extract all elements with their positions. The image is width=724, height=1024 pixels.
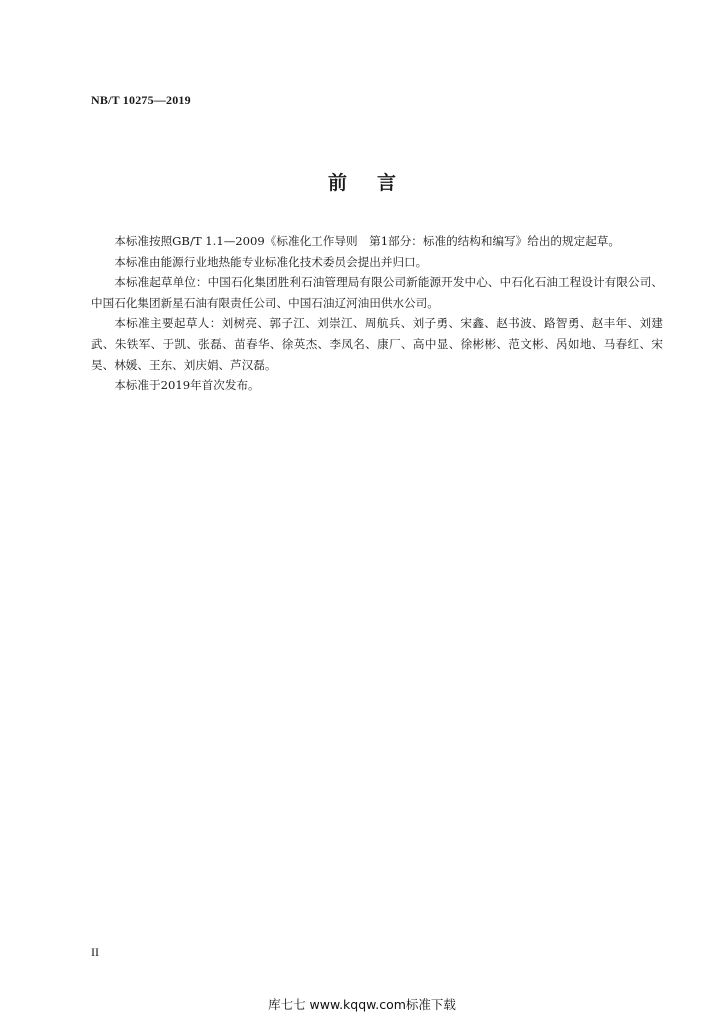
paragraph-drafting-units: 本标准起草单位：中国石化集团胜利石油管理局有限公司新能源开发中心、中石化石油工程设计有限公司、中国石化集团新星石油有限责任公司、中国石油辽河油田供水公司。 [91,275,663,310]
page-number: II [91,945,99,959]
standard-number: NB/T 10275—2019 [91,93,191,107]
footer-watermark-text: 库七七 www.kqqw.com标准下载 [268,997,456,1012]
page-title: 前言 [327,172,426,194]
paragraph-proposer: 本标准由能源行业地热能专业标准化技术委员会提出并归口。 [114,254,428,269]
paragraph-drafting-rules: 本标准按照GB/T 1.1—2009《标准化工作导则 第1部分：标准的结构和编写》给出的规定起草。 [114,234,620,248]
paragraph-first-release: 本标准于2019年首次发布。 [114,378,260,393]
paragraph-main-drafters: 本标准主要起草人：刘树亮、郭子江、刘崇江、周航兵、刘子勇、宋鑫、赵书波、路智勇、赵丰年、刘建武、朱铁军、于凯、张磊、苗春华、徐英杰、李凤名、康厂、高中显、徐彬彬、范文彬、呙如地、马春红、宋昊、林媛、王东、刘庆娟、芦汉磊。 [91,316,663,372]
foreword-body [91,231,663,396]
